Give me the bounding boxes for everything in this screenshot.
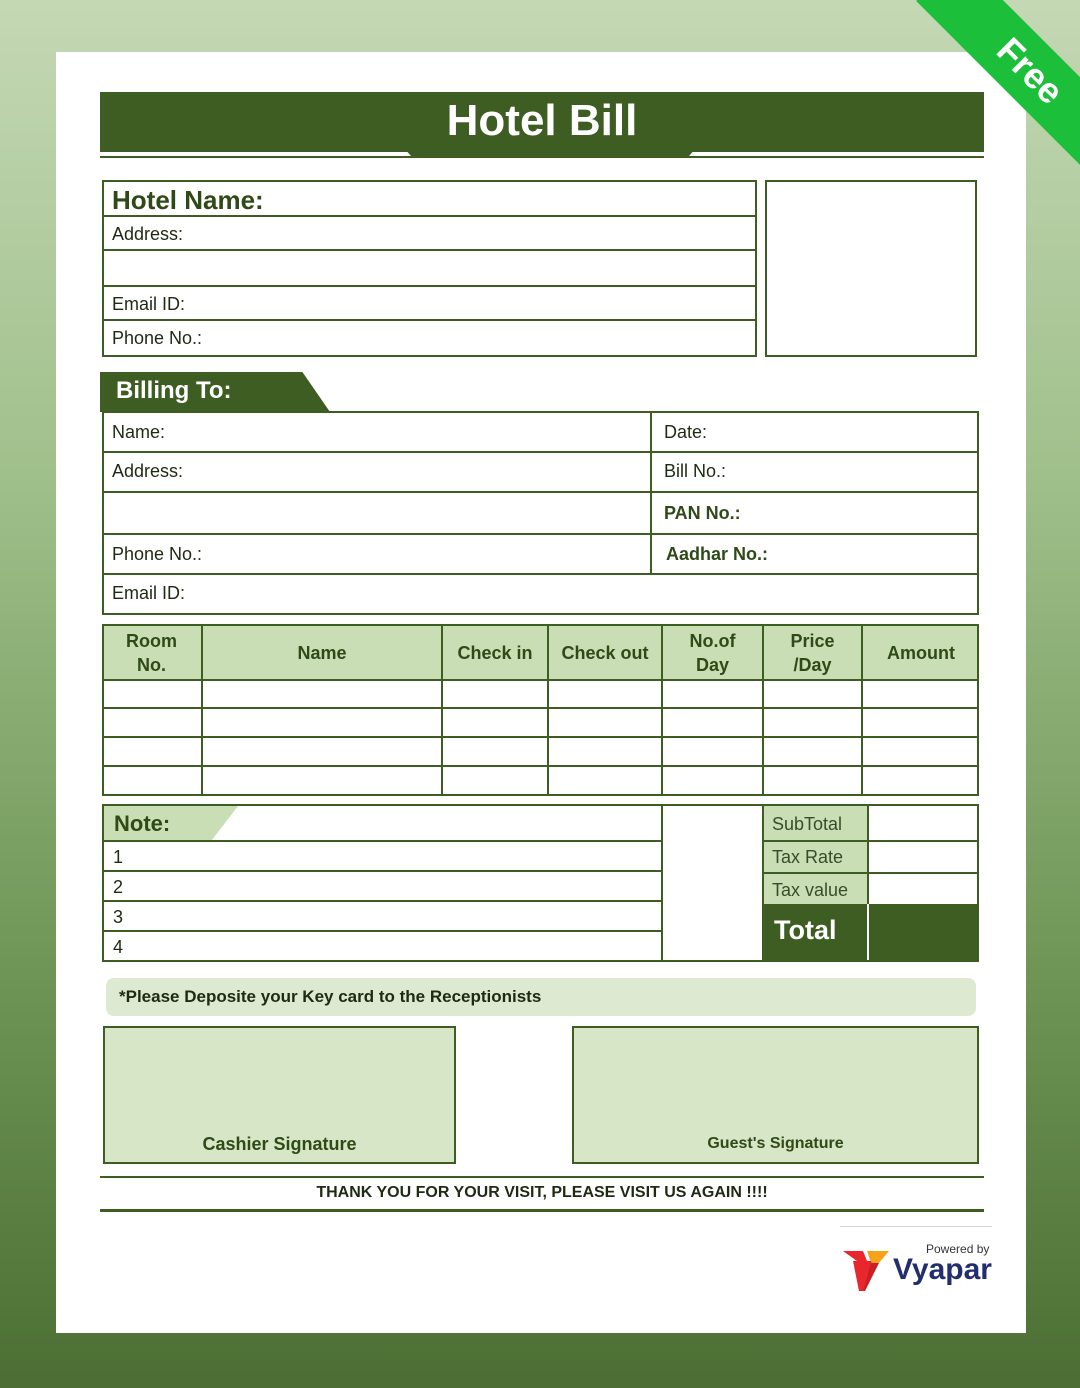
header-price-per-day: Price /Day: [790, 631, 835, 675]
divider: [102, 870, 662, 872]
divider: [867, 904, 869, 960]
divider: [661, 804, 663, 962]
divider: [762, 872, 979, 874]
footer-message: THANK YOU FOR YOUR VISIT, PLEASE VISIT US AGAIN !!!!: [316, 1184, 768, 1201]
logo-box: [765, 180, 977, 357]
note-item: 2: [113, 877, 124, 897]
header-check-in: Check in: [457, 643, 533, 663]
vyapar-logo-icon: [843, 1249, 891, 1293]
divider: [102, 285, 757, 287]
powered-by-text: Powered by: [926, 1242, 990, 1256]
table-row: [102, 765, 979, 767]
page-title: Hotel Bill: [446, 96, 638, 145]
total-label: Total: [774, 915, 837, 945]
billing-bill-no-label: Bill No.:: [664, 461, 727, 481]
divider: [102, 573, 979, 575]
note-item: 1: [113, 847, 124, 867]
header-no-of-day: No.of Day: [689, 631, 736, 675]
divider: [840, 1226, 992, 1227]
table-row: [102, 707, 979, 709]
header-amount: Amount: [887, 643, 955, 663]
tax-rate-label: Tax Rate: [772, 847, 844, 867]
divider: [102, 533, 979, 535]
cashier-signature-label: Cashier Signature: [202, 1134, 357, 1154]
free-ribbon: Free: [916, 0, 1080, 185]
billing-heading: Billing To:: [116, 377, 232, 404]
hotel-phone-label: Phone No.:: [112, 328, 203, 348]
billing-email-label: Email ID:: [112, 583, 186, 603]
divider: [102, 249, 757, 251]
billing-aadhar-label: Aadhar No.:: [666, 544, 769, 564]
divider: [867, 804, 869, 904]
header-name: Name: [297, 643, 347, 663]
note-item: 3: [113, 907, 124, 927]
tax-value-label: Tax value: [772, 880, 849, 900]
billing-date-label: Date:: [664, 422, 708, 442]
divider: [102, 319, 757, 321]
hotel-address-label: Address:: [112, 224, 184, 244]
divider: [650, 411, 652, 575]
note-heading: Note:: [114, 811, 171, 836]
divider: [102, 491, 979, 493]
vyapar-brand: Vyapar: [893, 1253, 992, 1286]
divider: [102, 930, 662, 932]
billing-name-label: Name:: [112, 422, 166, 442]
subtotal-label: SubTotal: [772, 814, 843, 834]
billing-pan-label: PAN No.:: [664, 503, 741, 523]
billing-box: [102, 411, 979, 615]
note-item: 4: [113, 937, 124, 957]
deposit-note: *Please Deposite your Key card to the Receptionists: [119, 987, 542, 1006]
table-row: [102, 736, 979, 738]
divider: [102, 840, 662, 842]
header-room-no: Room No.: [126, 631, 177, 675]
title-underline: [100, 156, 984, 158]
header-check-out: Check out: [561, 643, 649, 663]
hotel-name-label: Hotel Name:: [112, 185, 264, 215]
billing-phone-label: Phone No.:: [112, 544, 203, 564]
divider: [102, 451, 979, 453]
divider: [762, 840, 979, 842]
hotel-email-label: Email ID:: [112, 294, 186, 314]
divider: [102, 900, 662, 902]
divider: [762, 804, 764, 962]
billing-address-label: Address:: [112, 461, 184, 481]
guest-signature-label: Guest's Signature: [707, 1135, 844, 1152]
